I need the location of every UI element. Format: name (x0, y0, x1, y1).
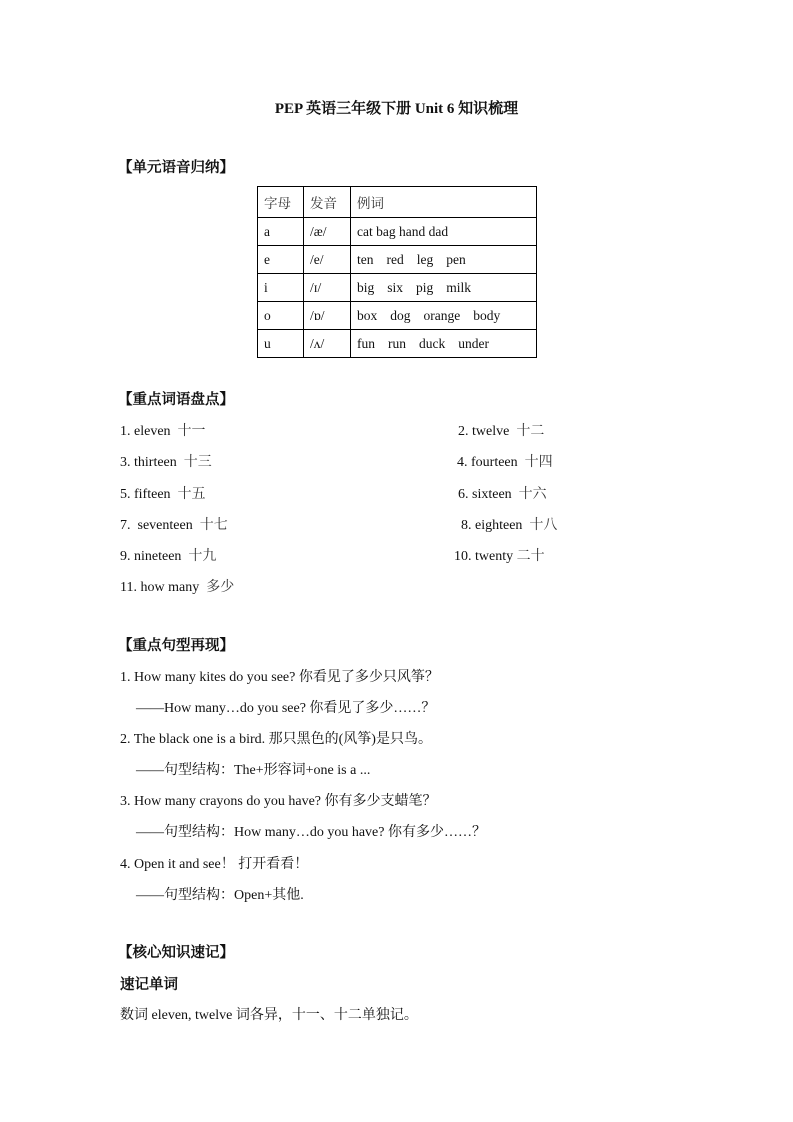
words-cell (351, 274, 537, 302)
example-word: body (473, 307, 501, 323)
example-word: pig (416, 279, 434, 295)
section-heading-phonics: 【单元语音归纳】 (118, 160, 234, 176)
sound-cell: /ʌ/ (304, 330, 351, 358)
vocab-item: 3. thirteen 十三 (120, 455, 212, 470)
words-cell (351, 330, 537, 358)
section-heading-sentences: 【重点句型再现】 (118, 638, 234, 654)
sentence-line: 4. Open it and see！ 打开看看！ (120, 857, 309, 872)
sentence-pattern-line: ——句型结构：The+形容词+one is a ... (136, 763, 371, 778)
example-word: duck (419, 335, 446, 351)
vocab-item: 6. sixteen 十六 (458, 487, 547, 502)
example-word: big (357, 279, 375, 295)
table-header-sound: 发音 (304, 187, 351, 218)
sentence-line: 2. The black one is a bird. 那只黑色的(风筝)是只鸟。 (120, 732, 432, 747)
sentence-line: 3. How many crayons do you have? 你有多少支蜡笔？ (120, 794, 437, 809)
table-header-words: 例词 (351, 187, 537, 218)
example-word: under (458, 335, 489, 351)
sentence-pattern-line: ——句型结构：Open+其他. (136, 888, 304, 903)
sound-cell: /æ/ (304, 218, 351, 246)
letter-cell: e (258, 246, 304, 274)
words-cell (351, 218, 537, 246)
section-heading-memory: 【核心知识速记】 (118, 945, 234, 961)
memory-text: 数词 eleven, twelve 词各异，十一、十二单独记。 (120, 1008, 418, 1023)
vocab-item: 9. nineteen 十九 (120, 549, 217, 564)
sound-cell: /ɪ/ (304, 274, 351, 302)
sentence-pattern-line: ——句型结构：How many…do you have? 你有多少……？ (136, 825, 486, 840)
table-row (258, 274, 537, 302)
example-word: milk (446, 279, 472, 295)
example-word: run (388, 335, 406, 351)
sound-cell: /ɒ/ (304, 302, 351, 330)
sentence-line: 1. How many kites do you see? 你看见了多少只风筝？ (120, 670, 439, 685)
example-word: red (386, 251, 404, 267)
letter-cell: u (258, 330, 304, 358)
table-header-letter: 字母 (258, 187, 304, 218)
vocab-item: 2. twelve 十二 (458, 424, 545, 439)
section-heading-vocabulary: 【重点词语盘点】 (118, 392, 234, 408)
example-word: ten (357, 251, 374, 267)
example-word: box (357, 307, 378, 323)
table-row (258, 330, 537, 358)
example-word: fun (357, 335, 375, 351)
vocab-item: 1. eleven 十一 (120, 424, 206, 439)
phonics-table (257, 186, 537, 358)
vocab-item: 8. eighteen 十八 (461, 518, 558, 533)
letter-cell: a (258, 218, 304, 246)
example-word: dog (390, 307, 411, 323)
sentence-pattern-line: ——How many…do you see? 你看见了多少……？ (136, 701, 436, 716)
vocab-item: 5. fifteen 十五 (120, 487, 206, 502)
example-word: cat bag hand dad (357, 223, 449, 239)
vocab-item: 11. how many 多少 (120, 580, 235, 595)
letter-cell: o (258, 302, 304, 330)
vocab-item: 4. fourteen 十四 (457, 455, 553, 470)
document-title: PEP 英语三年级下册 Unit 6 知识梳理 (274, 101, 519, 117)
table-header-row (258, 187, 537, 218)
example-word: six (387, 279, 404, 295)
table-row (258, 302, 537, 330)
vocab-item: 10. twenty 二十 (454, 549, 545, 564)
words-cell (351, 246, 537, 274)
letter-cell: i (258, 274, 304, 302)
example-word: pen (446, 251, 466, 267)
table-row (258, 218, 537, 246)
memory-subheading: 速记单词 (120, 977, 178, 993)
vocab-item: 7. seventeen 十七 (120, 518, 228, 533)
table-row (258, 246, 537, 274)
sound-cell: /e/ (304, 246, 351, 274)
words-cell (351, 302, 537, 330)
example-word: leg (416, 251, 434, 267)
example-word: orange (423, 307, 461, 323)
